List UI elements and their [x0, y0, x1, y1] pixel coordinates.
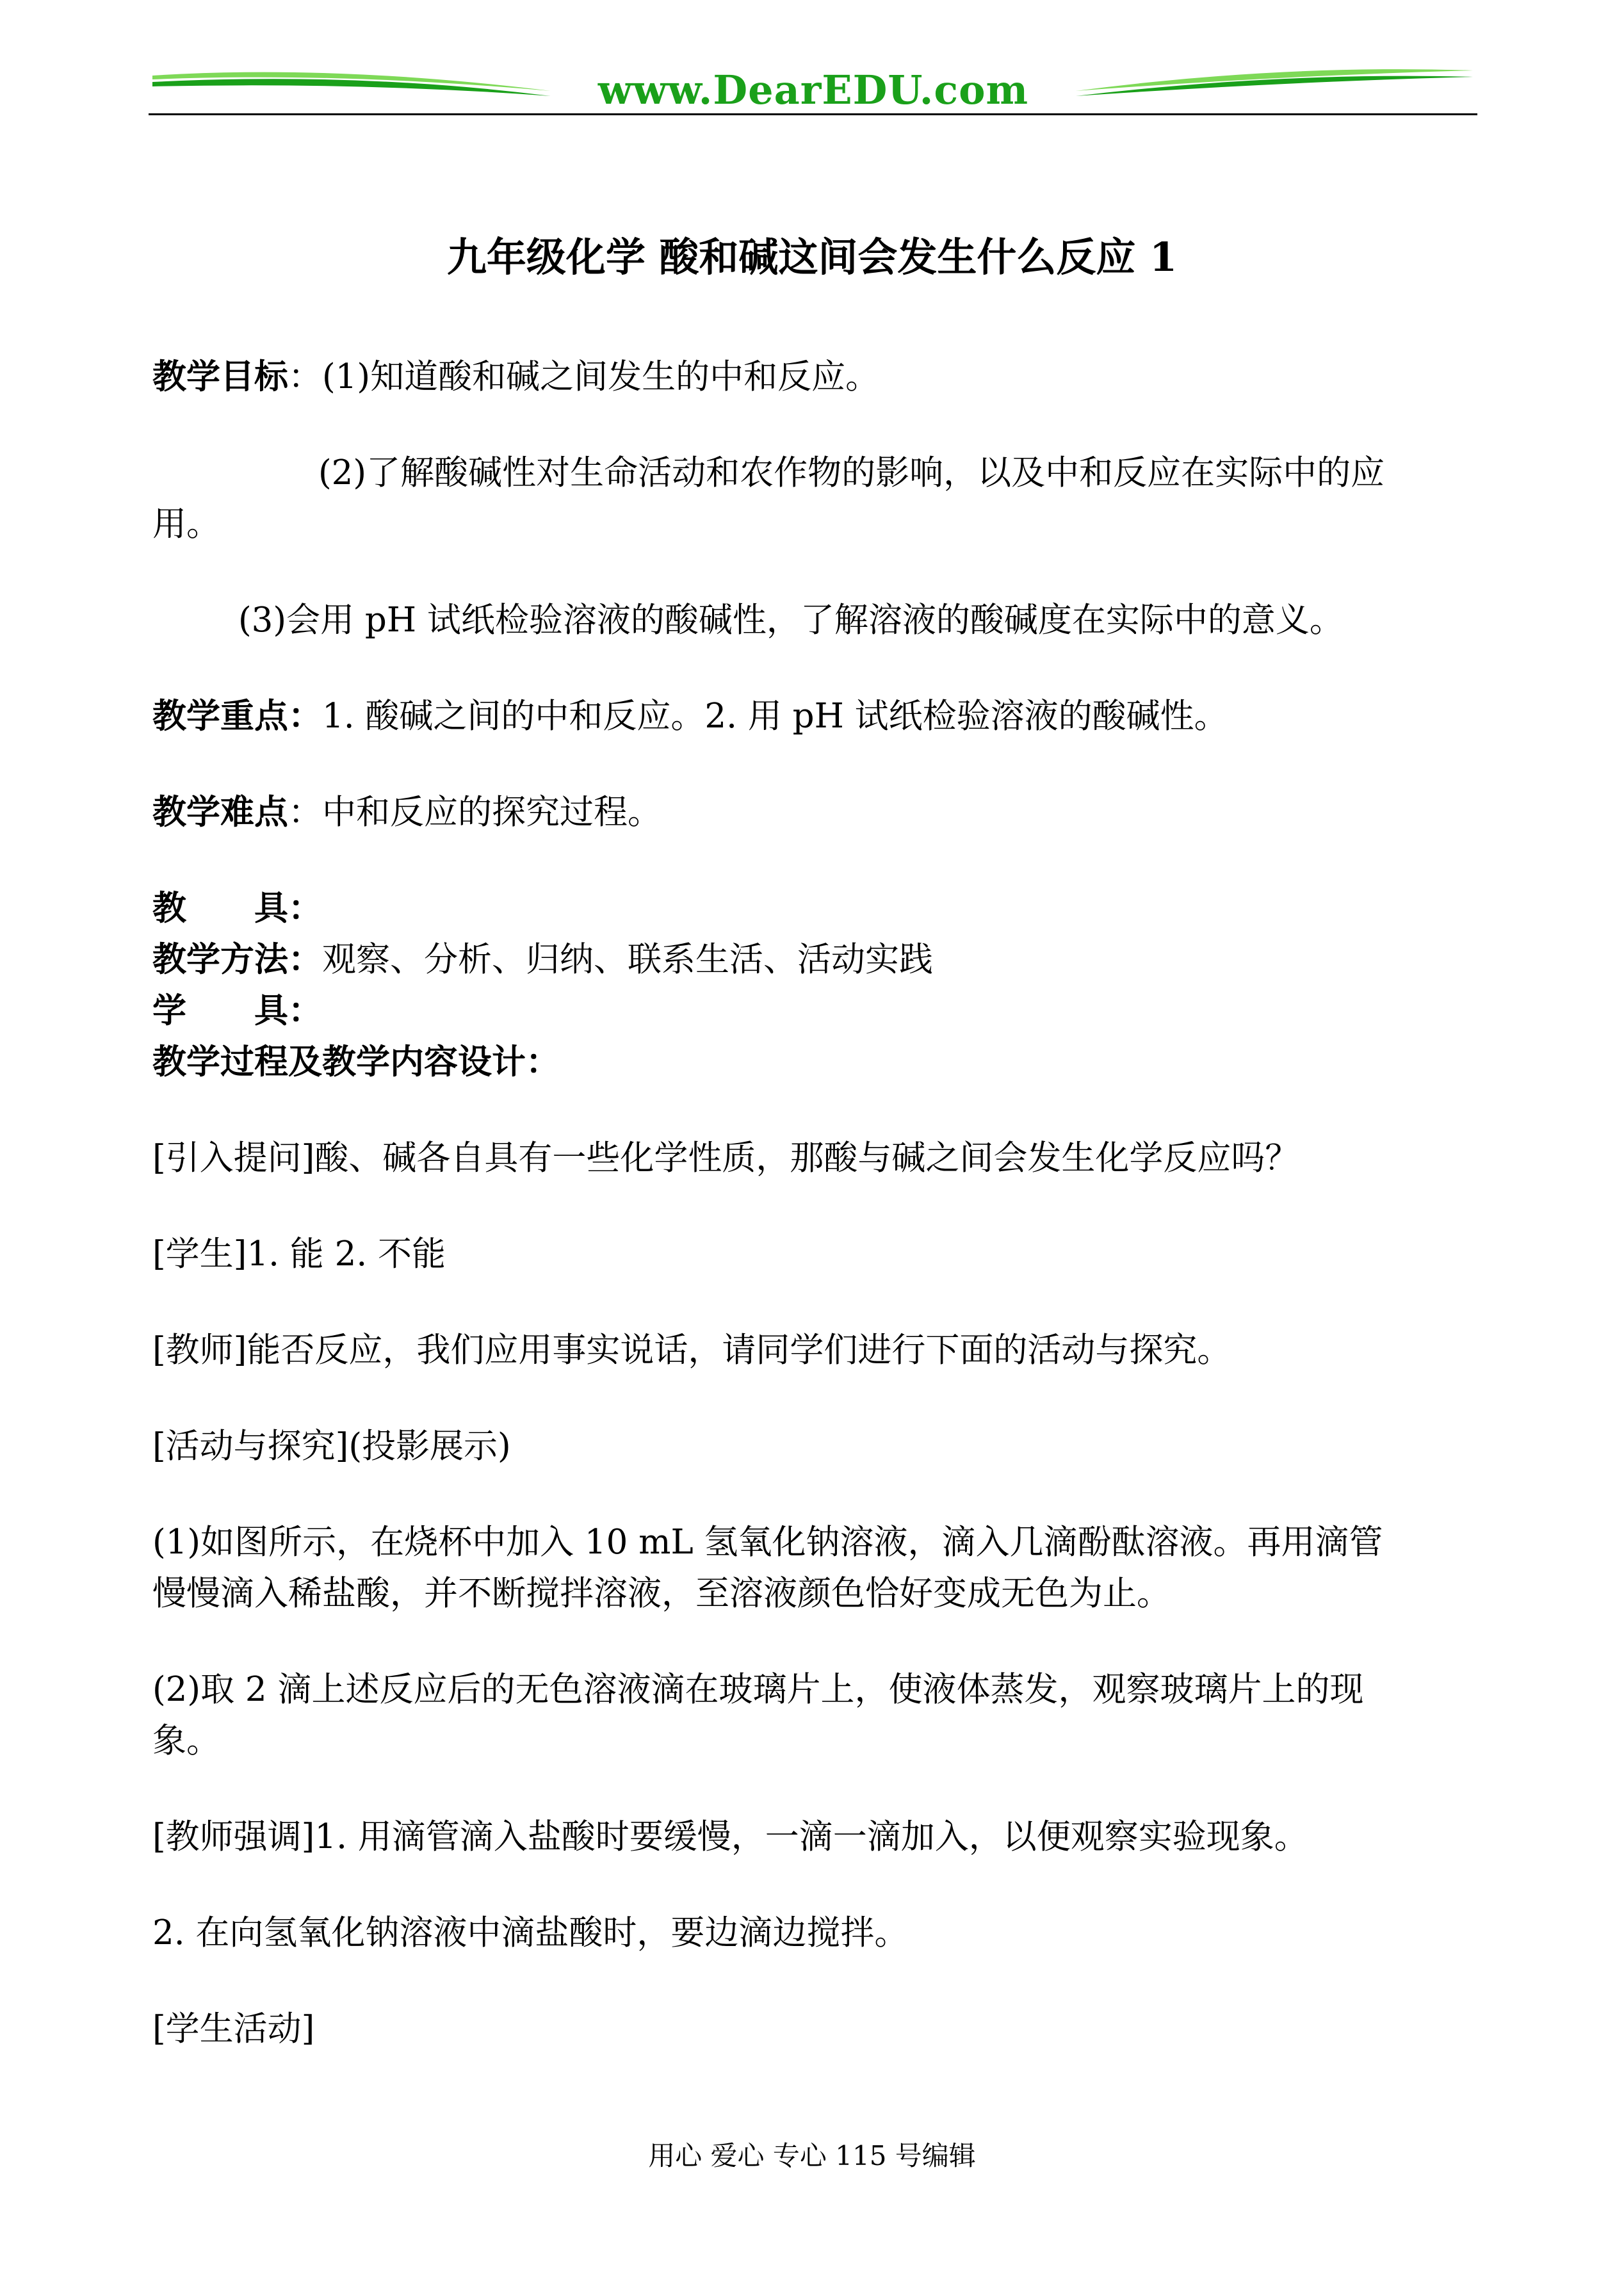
difficulty-text: ：中和反应的探究过程。: [288, 793, 662, 832]
methods-text: 观察、分析、归纳、联系生活、活动实践: [322, 940, 933, 979]
page-title: 九年级化学 酸和碱这间会发生什么反应 1: [446, 234, 1178, 280]
paragraph-student-activity: [学生活动]: [152, 2009, 315, 2048]
paragraph-emphasis-2: 2. 在向氢氧化钠溶液中滴盐酸时，要边滴边搅拌。: [152, 1913, 909, 1952]
student-tools-line: [152, 991, 322, 1030]
paragraph-step-2a: (2)取 2 滴上述反应后的无色溶液滴在玻璃片上，使液体蒸发，观察玻璃片上的现: [152, 1670, 1364, 1709]
methods-line: [152, 939, 933, 979]
site-header: [0, 0, 1624, 128]
site-logo[interactable]: www.DearEDU.com: [597, 67, 1029, 113]
process-label: 教学过程及教学内容设计：: [152, 1042, 560, 1082]
objectives-item-1: ：(1)知道酸和碱之间发生的中和反应。: [288, 357, 880, 396]
tools-label: 教 具：: [152, 888, 322, 928]
objectives-item-2b: 用。: [152, 505, 220, 544]
student-tools-label: 学 具：: [152, 991, 322, 1030]
key-points-label: 教学重点：: [152, 696, 322, 736]
key-points-line: [152, 696, 1228, 736]
paragraph-step-1a: (1)如图所示，在烧杯中加入 10 mL 氢氧化钠溶液，滴入几滴酚酞溶液。再用滴管: [152, 1523, 1383, 1562]
paragraph-step-1b: 慢慢滴入稀盐酸，并不断搅拌溶液，至溶液颜色恰好变成无色为止。: [152, 1574, 1171, 1613]
key-points-text: 1. 酸碱之间的中和反应。2. 用 pH 试纸检验溶液的酸碱性。: [322, 697, 1228, 736]
process-line: [152, 1042, 560, 1082]
paragraph-student-answer: [学生]1. 能 2. 不能: [152, 1235, 446, 1274]
difficulty-line: [152, 792, 662, 832]
methods-label: 教学方法：: [152, 939, 322, 979]
paragraph-step-2b: 象。: [152, 1721, 220, 1760]
objectives-item-2a: (2)了解酸碱性对生命活动和农作物的影响，以及中和反应在实际中的应: [318, 453, 1385, 492]
objectives-label: 教学目标: [152, 357, 288, 396]
paragraph-activity-heading: [活动与探究](投影展示): [152, 1427, 511, 1466]
objectives-line-1: [152, 357, 880, 396]
page-footer: 用心 爱心 专心 115 号编辑: [648, 2140, 976, 2171]
paragraph-teacher: [教师]能否反应，我们应用事实说话，请同学们进行下面的活动与探究。: [152, 1331, 1231, 1370]
difficulty-label: 教学难点: [152, 792, 288, 832]
objectives-item-3: (3)会用 pH 试纸检验溶液的酸碱性，了解溶液的酸碱度在实际中的意义。: [238, 601, 1344, 640]
paragraph-intro-question: [引入提问]酸、碱各自具有一些化学性质，那酸与碱之间会发生化学反应吗？: [152, 1139, 1299, 1178]
paragraph-teacher-emphasis: [教师强调]1. 用滴管滴入盐酸时要缓慢，一滴一滴加入，以便观察实验现象。: [152, 1817, 1308, 1856]
tools-line: [152, 888, 322, 928]
